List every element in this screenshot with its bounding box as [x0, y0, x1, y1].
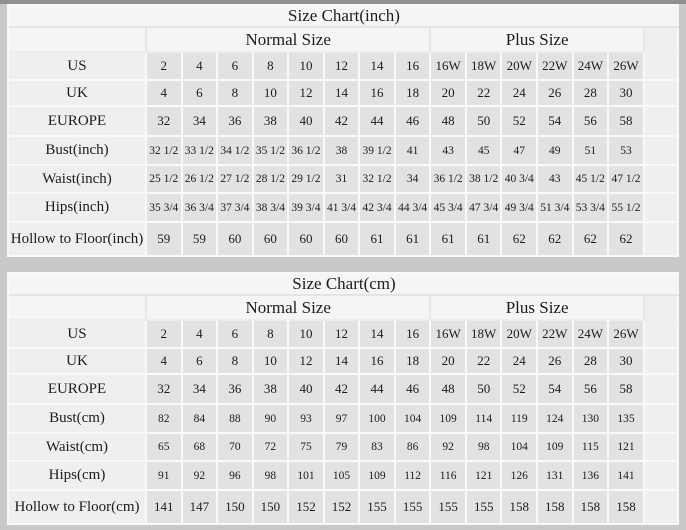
table-row: [9, 321, 679, 349]
spacer-cell: [645, 81, 679, 107]
size-cell: 109: [538, 434, 574, 462]
size-cell: 14: [360, 321, 396, 349]
size-cell: 88: [218, 405, 254, 434]
size-cell: 18W: [467, 53, 503, 81]
size-cell: 90: [254, 405, 290, 434]
size-cell: 16W: [431, 321, 467, 349]
size-cell: 28 1/2: [254, 166, 290, 194]
size-cell: 10: [289, 53, 325, 81]
row-label: UK: [9, 81, 147, 107]
size-cell: 16: [396, 53, 432, 81]
size-cell: 10: [289, 321, 325, 349]
size-cell: 131: [538, 462, 574, 491]
table-row: [9, 462, 679, 491]
size-cell: 38: [254, 375, 290, 405]
size-cell: 97: [325, 405, 361, 434]
size-cell: 16: [396, 321, 432, 349]
size-cell: 135: [609, 405, 645, 434]
size-cell: 36: [218, 375, 254, 405]
size-cell: 46: [396, 375, 432, 405]
row-label: EUROPE: [9, 375, 147, 405]
size-cell: 52: [502, 107, 538, 137]
size-cell: 18W: [467, 321, 503, 349]
size-cell: 12: [289, 349, 325, 375]
size-cell: 56: [574, 375, 610, 405]
table-title-row: [9, 274, 679, 296]
size-cell: 18: [396, 81, 432, 107]
size-cell: 49 3/4: [502, 194, 538, 223]
size-cell: 40: [289, 107, 325, 137]
size-cell: 46: [396, 107, 432, 137]
plus-size-header: Plus Size: [431, 296, 644, 321]
size-cell: 61: [360, 223, 396, 257]
spacer-cell: [645, 223, 679, 257]
size-cell: 32 1/2: [147, 137, 183, 166]
size-cell: 130: [574, 405, 610, 434]
size-cell: 62: [538, 223, 574, 257]
size-cell: 6: [218, 53, 254, 81]
row-label: UK: [9, 349, 147, 375]
size-cell: 155: [431, 491, 467, 525]
size-cell: 62: [502, 223, 538, 257]
size-cell: 101: [289, 462, 325, 491]
size-cell: 6: [183, 81, 219, 107]
size-cell: 98: [467, 434, 503, 462]
size-cell: 62: [609, 223, 645, 257]
size-cell: 42: [325, 107, 361, 137]
size-cell: 16W: [431, 53, 467, 81]
column-group-row: [9, 28, 679, 53]
row-label: Bust(inch): [9, 137, 147, 166]
table-row: [9, 81, 679, 107]
size-cell: 6: [218, 321, 254, 349]
size-cell: 14: [325, 81, 361, 107]
size-cell: 75: [289, 434, 325, 462]
size-cell: 44 3/4: [396, 194, 432, 223]
size-cell: 158: [609, 491, 645, 525]
row-label: Waist(inch): [9, 166, 147, 194]
size-cell: 42: [325, 375, 361, 405]
size-cell: 34: [396, 166, 432, 194]
size-cell: 30: [609, 349, 645, 375]
size-cell: 114: [467, 405, 503, 434]
size-cell: 34: [183, 107, 219, 137]
size-cell: 18: [396, 349, 432, 375]
size-cell: 30: [609, 81, 645, 107]
size-cell: 24W: [574, 53, 610, 81]
size-cell: 38: [254, 107, 290, 137]
size-cell: 105: [325, 462, 361, 491]
size-cell: 150: [254, 491, 290, 525]
spacer-cell: [645, 137, 679, 166]
size-cell: 59: [147, 223, 183, 257]
size-cell: 37 3/4: [218, 194, 254, 223]
size-cell: 121: [609, 434, 645, 462]
size-cell: 2: [147, 53, 183, 81]
spacer-cell: [645, 405, 679, 434]
size-cell: 44: [360, 375, 396, 405]
size-cell: 41: [396, 137, 432, 166]
size-cell: 109: [431, 405, 467, 434]
size-cell: 31: [325, 166, 361, 194]
size-cell: 51 3/4: [538, 194, 574, 223]
size-cell: 60: [289, 223, 325, 257]
size-cell: 49: [538, 137, 574, 166]
size-cell: 20: [431, 81, 467, 107]
size-cell: 36 1/2: [431, 166, 467, 194]
size-cell: 124: [538, 405, 574, 434]
size-cell: 38: [325, 137, 361, 166]
size-cell: 29 1/2: [289, 166, 325, 194]
size-cell: 98: [254, 462, 290, 491]
size-cell: 36 3/4: [183, 194, 219, 223]
size-chart-cm-table: [7, 272, 679, 525]
size-cell: 26: [538, 81, 574, 107]
spacer-cell: [645, 434, 679, 462]
size-cell: 109: [360, 462, 396, 491]
size-cell: 141: [147, 491, 183, 525]
spacer-cell: [645, 491, 679, 525]
size-cell: 43: [538, 166, 574, 194]
size-cell: 26 1/2: [183, 166, 219, 194]
size-cell: 59: [183, 223, 219, 257]
size-cell: 33 1/2: [183, 137, 219, 166]
size-cell: 45 1/2: [574, 166, 610, 194]
spacer-cell: [645, 166, 679, 194]
size-cell: 47 1/2: [609, 166, 645, 194]
corner-cell: [9, 296, 147, 321]
spacer-cell: [645, 349, 679, 375]
size-cell: 20W: [502, 321, 538, 349]
table-row: [9, 223, 679, 257]
size-cell: 36: [218, 107, 254, 137]
size-cell: 2: [147, 321, 183, 349]
size-cell: 4: [147, 349, 183, 375]
size-cell: 48: [431, 107, 467, 137]
size-cell: 119: [502, 405, 538, 434]
size-cell: 6: [183, 349, 219, 375]
size-cell: 158: [538, 491, 574, 525]
table-row: [9, 405, 679, 434]
size-cell: 60: [325, 223, 361, 257]
size-cell: 4: [147, 81, 183, 107]
size-cell: 12: [325, 53, 361, 81]
size-cell: 54: [538, 375, 574, 405]
size-cell: 152: [325, 491, 361, 525]
size-cell: 26W: [609, 53, 645, 81]
size-cell: 45 3/4: [431, 194, 467, 223]
size-cell: 10: [254, 349, 290, 375]
size-cell: 51: [574, 137, 610, 166]
size-cell: 121: [467, 462, 503, 491]
table-row: [9, 434, 679, 462]
size-cell: 56: [574, 107, 610, 137]
size-cell: 60: [254, 223, 290, 257]
row-label: Waist(cm): [9, 434, 147, 462]
size-cell: 44: [360, 107, 396, 137]
row-label: Hollow to Floor(inch): [9, 223, 147, 257]
size-cell: 92: [431, 434, 467, 462]
size-cell: 12: [289, 81, 325, 107]
size-cell: 126: [502, 462, 538, 491]
row-label: Hips(inch): [9, 194, 147, 223]
normal-size-header: Normal Size: [147, 28, 431, 53]
size-cell: 39 3/4: [289, 194, 325, 223]
table-row: [9, 491, 679, 525]
size-cell: 35 1/2: [254, 137, 290, 166]
size-cell: 4: [183, 53, 219, 81]
table-row: [9, 349, 679, 375]
spacer-cell: [645, 107, 679, 137]
size-cell: 20: [431, 349, 467, 375]
column-group-row: [9, 296, 679, 321]
size-cell: 152: [289, 491, 325, 525]
size-cell: 141: [609, 462, 645, 491]
size-cell: 34: [183, 375, 219, 405]
size-cell: 58: [609, 375, 645, 405]
size-cell: 16: [360, 349, 396, 375]
size-cell: 100: [360, 405, 396, 434]
spacer-cell: [645, 375, 679, 405]
size-cell: 22W: [538, 53, 574, 81]
size-cell: 70: [218, 434, 254, 462]
spacer-cell: [645, 194, 679, 223]
size-cell: 147: [183, 491, 219, 525]
size-cell: 62: [574, 223, 610, 257]
table-row: [9, 107, 679, 137]
size-cell: 41 3/4: [325, 194, 361, 223]
size-cell: 91: [147, 462, 183, 491]
size-cell: 116: [431, 462, 467, 491]
size-cell: 14: [360, 53, 396, 81]
table-title-row: [9, 6, 679, 28]
size-cell: 104: [396, 405, 432, 434]
size-cell: 155: [467, 491, 503, 525]
size-cell: 136: [574, 462, 610, 491]
spacer-cell: [645, 28, 679, 53]
size-cell: 112: [396, 462, 432, 491]
table-row: [9, 194, 679, 223]
size-cell: 24: [502, 349, 538, 375]
size-cell: 20W: [502, 53, 538, 81]
spacer-cell: [645, 53, 679, 81]
table-row: [9, 53, 679, 81]
size-cell: 50: [467, 107, 503, 137]
size-cell: 14: [325, 349, 361, 375]
row-label: Hips(cm): [9, 462, 147, 491]
size-cell: 82: [147, 405, 183, 434]
spacer-cell: [645, 462, 679, 491]
size-cell: 27 1/2: [218, 166, 254, 194]
row-label: EUROPE: [9, 107, 147, 137]
size-cell: 40: [289, 375, 325, 405]
size-cell: 79: [325, 434, 361, 462]
size-cell: 32: [147, 107, 183, 137]
size-cell: 43: [431, 137, 467, 166]
size-cell: 39 1/2: [360, 137, 396, 166]
size-cell: 42 3/4: [360, 194, 396, 223]
size-cell: 61: [396, 223, 432, 257]
size-cell: 26W: [609, 321, 645, 349]
size-cell: 45: [467, 137, 503, 166]
size-cell: 16: [360, 81, 396, 107]
size-cell: 86: [396, 434, 432, 462]
size-cell: 38 1/2: [467, 166, 503, 194]
size-cell: 35 3/4: [147, 194, 183, 223]
size-cell: 83: [360, 434, 396, 462]
size-cell: 93: [289, 405, 325, 434]
size-cell: 61: [467, 223, 503, 257]
size-cell: 8: [254, 321, 290, 349]
size-cell: 96: [218, 462, 254, 491]
size-cell: 10: [254, 81, 290, 107]
size-cell: 47 3/4: [467, 194, 503, 223]
table-row: [9, 375, 679, 405]
size-cell: 22: [467, 81, 503, 107]
size-cell: 47: [502, 137, 538, 166]
size-cell: 12: [325, 321, 361, 349]
size-cell: 92: [183, 462, 219, 491]
row-label: Hollow to Floor(cm): [9, 491, 147, 525]
row-label: US: [9, 53, 147, 81]
normal-size-header: Normal Size: [147, 296, 431, 321]
size-cell: 25 1/2: [147, 166, 183, 194]
size-cell: 72: [254, 434, 290, 462]
size-cell: 53 3/4: [574, 194, 610, 223]
row-label: US: [9, 321, 147, 349]
size-chart-inch-table: [7, 4, 679, 257]
size-cell: 155: [396, 491, 432, 525]
size-cell: 8: [254, 53, 290, 81]
size-cell: 84: [183, 405, 219, 434]
size-cell: 28: [574, 349, 610, 375]
size-cell: 48: [431, 375, 467, 405]
size-cell: 158: [502, 491, 538, 525]
table-row: [9, 166, 679, 194]
size-cell: 52: [502, 375, 538, 405]
size-cell: 53: [609, 137, 645, 166]
size-cell: 158: [574, 491, 610, 525]
size-cell: 115: [574, 434, 610, 462]
size-cell: 22: [467, 349, 503, 375]
size-cell: 61: [431, 223, 467, 257]
size-cell: 50: [467, 375, 503, 405]
size-cell: 24: [502, 81, 538, 107]
size-cell: 36 1/2: [289, 137, 325, 166]
spacer-cell: [645, 321, 679, 349]
size-cell: 28: [574, 81, 610, 107]
size-cell: 104: [502, 434, 538, 462]
size-cell: 8: [218, 349, 254, 375]
size-cell: 40 3/4: [502, 166, 538, 194]
size-cell: 150: [218, 491, 254, 525]
size-cell: 32: [147, 375, 183, 405]
size-cell: 68: [183, 434, 219, 462]
size-cell: 22W: [538, 321, 574, 349]
size-cell: 65: [147, 434, 183, 462]
table-title: Size Chart(inch): [9, 6, 679, 28]
table-row: [9, 137, 679, 166]
size-cell: 55 1/2: [609, 194, 645, 223]
size-cell: 26: [538, 349, 574, 375]
size-cell: 34 1/2: [218, 137, 254, 166]
row-label: Bust(cm): [9, 405, 147, 434]
size-cell: 155: [360, 491, 396, 525]
size-cell: 54: [538, 107, 574, 137]
size-cell: 38 3/4: [254, 194, 290, 223]
plus-size-header: Plus Size: [431, 28, 644, 53]
size-cell: 24W: [574, 321, 610, 349]
spacer-cell: [645, 296, 679, 321]
size-cell: 32 1/2: [360, 166, 396, 194]
corner-cell: [9, 28, 147, 53]
size-cell: 4: [183, 321, 219, 349]
size-cell: 8: [218, 81, 254, 107]
size-cell: 60: [218, 223, 254, 257]
size-cell: 58: [609, 107, 645, 137]
table-title: Size Chart(cm): [9, 274, 679, 296]
